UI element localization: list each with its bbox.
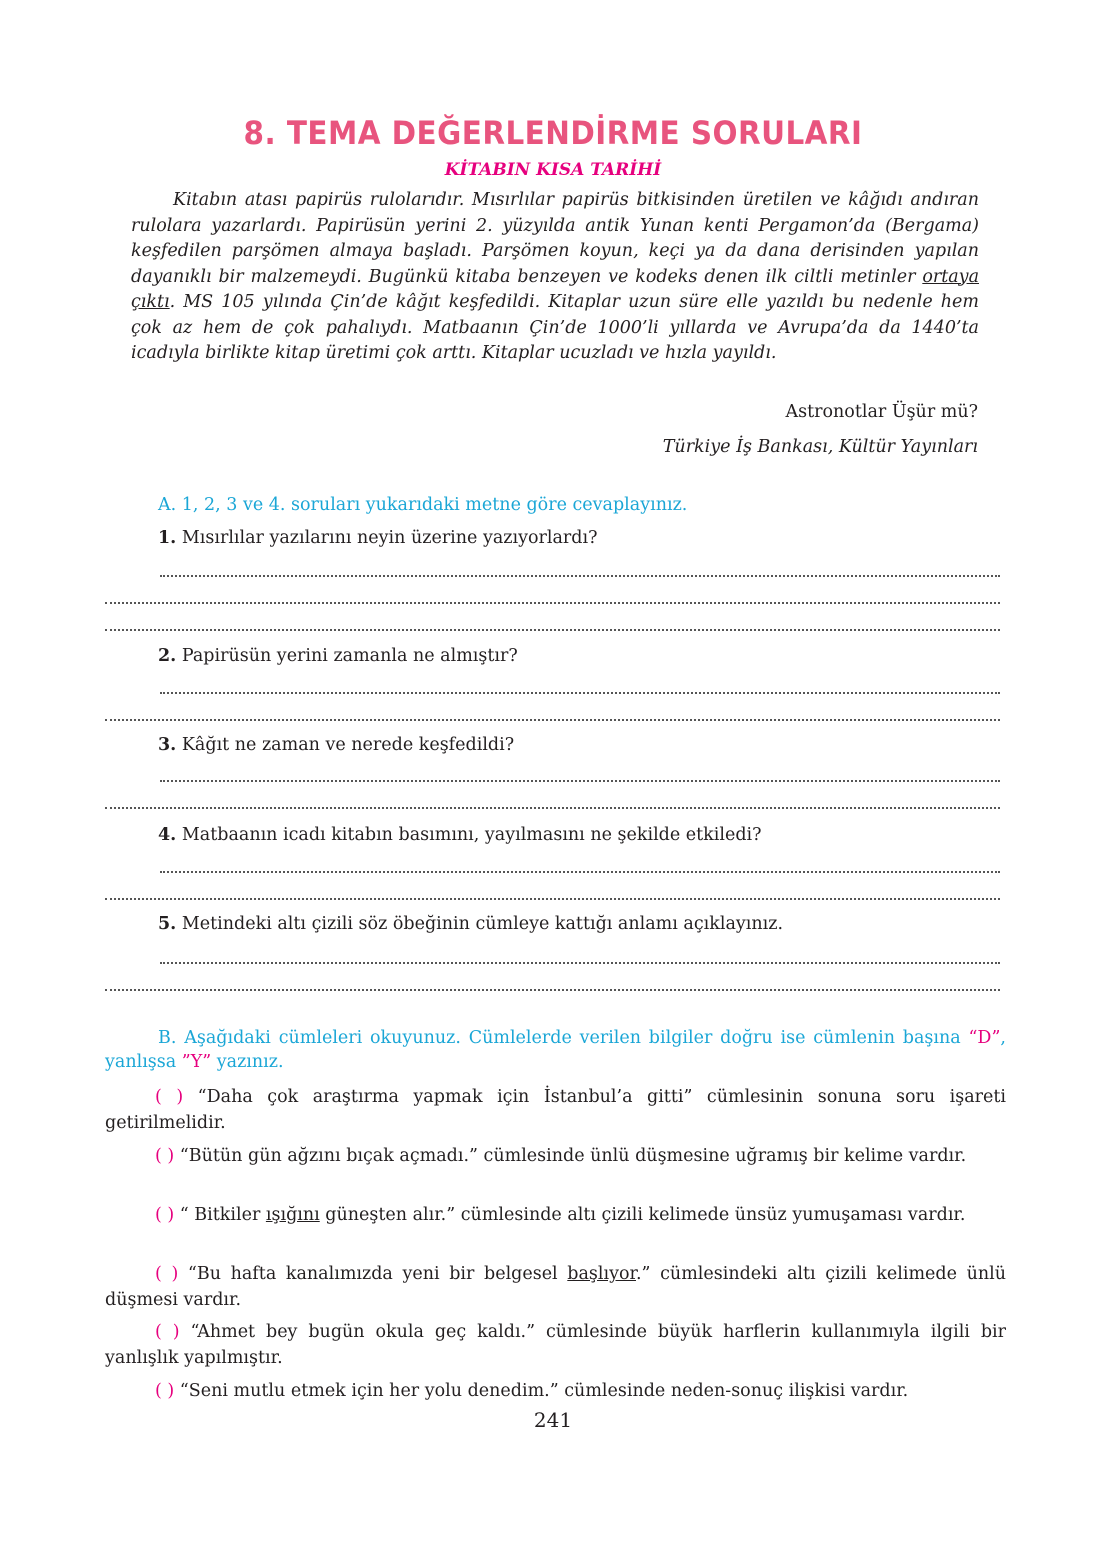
statement-6: [105, 1379, 1006, 1405]
statement-3: [105, 1203, 1006, 1229]
answer-line[interactable]: [160, 780, 1000, 782]
answer-blank[interactable]: ( ): [155, 1322, 180, 1342]
answer-blank[interactable]: ( ): [155, 1381, 175, 1401]
answer-line[interactable]: [105, 898, 1000, 900]
question-text: Papirüsün yerini zamanla ne almıştır?: [181, 646, 518, 666]
statement-text: .” cümlesindeki altı çizili kelimede ünlü düşmesi vardır.: [105, 1264, 1006, 1310]
question-text: Metindeki altı çizili söz öbeğinin cümleye kattığı anlamı açıklayınız.: [181, 914, 784, 934]
section-b-instruction: [105, 1026, 1006, 1074]
question-4: [158, 825, 762, 845]
underlined-word: başlıyor: [567, 1264, 636, 1284]
passage-text-2: . MS 105 yılında Çin’de kâğıt keşfedildi. Kitaplar uzun süre elle yazıldı bu nedenle hem çok az hem de çok pahalıydı. Matbaanın Çin’de 1000’li yıllarda ve Avrupa’da da 1440’ta icadıyla birlikte kitap üretimi çok arttı. Kitaplar ucuzladı ve hızla yayıldı.: [131, 292, 979, 363]
question-number: 4.: [158, 825, 177, 845]
question-text: Mısırlılar yazılarını neyin üzerine yazıyorlardı?: [181, 528, 598, 548]
answer-line[interactable]: [160, 575, 1000, 577]
question-5: [158, 914, 783, 934]
source-publisher: Türkiye İş Bankası, Kültür Yayınları: [662, 437, 978, 457]
answer-line[interactable]: [160, 962, 1000, 964]
question-1: [158, 528, 597, 548]
question-2: [158, 646, 518, 666]
true-mark: “D”: [968, 1028, 1001, 1048]
answer-line[interactable]: [160, 871, 1000, 873]
passage-text-1: Kitabın atası papirüs rulolarıdır. Mısırlılar papirüs bitkisinden üretilen ve kâğıdı andıran rulolara yazarlardı. Papirüsün yerini 2. yüzyılda antik Yunan kenti Pergamon’da (Bergama) keşfedilen parşömen almaya başladı. Parşömen koyun, keçi ya da dana derisinden yapılan dayanıklı bir malzemeydi. Bugünkü kitaba benzeyen ve kodeks denen ilk ciltli metinler: [131, 190, 979, 287]
source-book: Astronotlar Üşür mü?: [785, 402, 978, 422]
question-number: 1.: [158, 528, 177, 548]
statement-text: “Bütün gün ağzını bıçak açmadı.” cümlesinde ünlü düşmesine uğramış bir kelime vardır.: [179, 1146, 967, 1166]
underlined-word: ışığını: [265, 1205, 320, 1225]
reading-passage: [131, 188, 979, 367]
answer-blank[interactable]: ( ): [155, 1087, 184, 1107]
statement-text: güneşten alır.” cümlesinde altı çizili kelimede ünsüz yumuşaması vardır.: [319, 1205, 966, 1225]
passage-underlined-2: çıktı: [131, 292, 170, 312]
passage-title: KİTABIN KISA TARİHİ: [444, 160, 662, 180]
answer-blank[interactable]: ( ): [155, 1146, 175, 1166]
question-number: 3.: [158, 735, 177, 755]
answer-blank[interactable]: ( ): [155, 1264, 179, 1284]
answer-line[interactable]: [160, 692, 1000, 694]
statement-text: “Bu hafta kanalımızda yeni bir belgesel: [187, 1264, 568, 1284]
statement-text: “Daha çok araştırma yapmak için İstanbul’a gitti” cümlesinin sonuna soru işareti getirilmelidir.: [105, 1087, 1006, 1133]
question-3: [158, 735, 514, 755]
answer-line[interactable]: [105, 629, 1000, 631]
question-text: Matbaanın icadı kitabın basımını, yayılmasını ne şekilde etkiledi?: [181, 825, 762, 845]
answer-line[interactable]: [105, 989, 1000, 991]
passage-underlined-1: ortaya: [922, 266, 979, 287]
answer-line[interactable]: [105, 807, 1000, 809]
answer-blank[interactable]: ( ): [155, 1205, 175, 1225]
statement-2: [105, 1144, 1006, 1170]
answer-line[interactable]: [105, 719, 1000, 721]
statement-text: “Seni mutlu etmek için her yolu denedim.” cümlesinde neden-sonuç ilişkisi vardır.: [179, 1381, 909, 1401]
statement-5: [105, 1320, 1006, 1371]
question-number: 2.: [158, 646, 177, 666]
instruction-text: , yanlışsa: [105, 1028, 1006, 1072]
statement-text: “Ahmet bey bugün okula geç kaldı.” cümlesinde büyük harflerin kullanımıyla ilgili bir yanlışlık yapılmıştır.: [105, 1322, 1006, 1368]
statement-1: [105, 1085, 1006, 1136]
instruction-text: yazınız.: [211, 1052, 284, 1072]
question-number: 5.: [158, 914, 177, 934]
statement-4: [105, 1262, 1006, 1313]
page-number: 241: [533, 1408, 573, 1432]
instruction-text: B. Aşağıdaki cümleleri okuyunuz. Cümlelerde verilen bilgiler doğru ise cümlenin başına: [158, 1028, 969, 1048]
question-text: Kâğıt ne zaman ve nerede keşfedildi?: [181, 735, 515, 755]
statement-text: “ Bitkiler: [179, 1205, 266, 1225]
page-title: 8. TEMA DEĞERLENDİRME SORULARI: [243, 114, 863, 152]
answer-line[interactable]: [105, 602, 1000, 604]
false-mark: ”Y”: [181, 1052, 212, 1072]
section-a-instruction: A. 1, 2, 3 ve 4. soruları yukarıdaki metne göre cevaplayınız.: [158, 495, 688, 515]
